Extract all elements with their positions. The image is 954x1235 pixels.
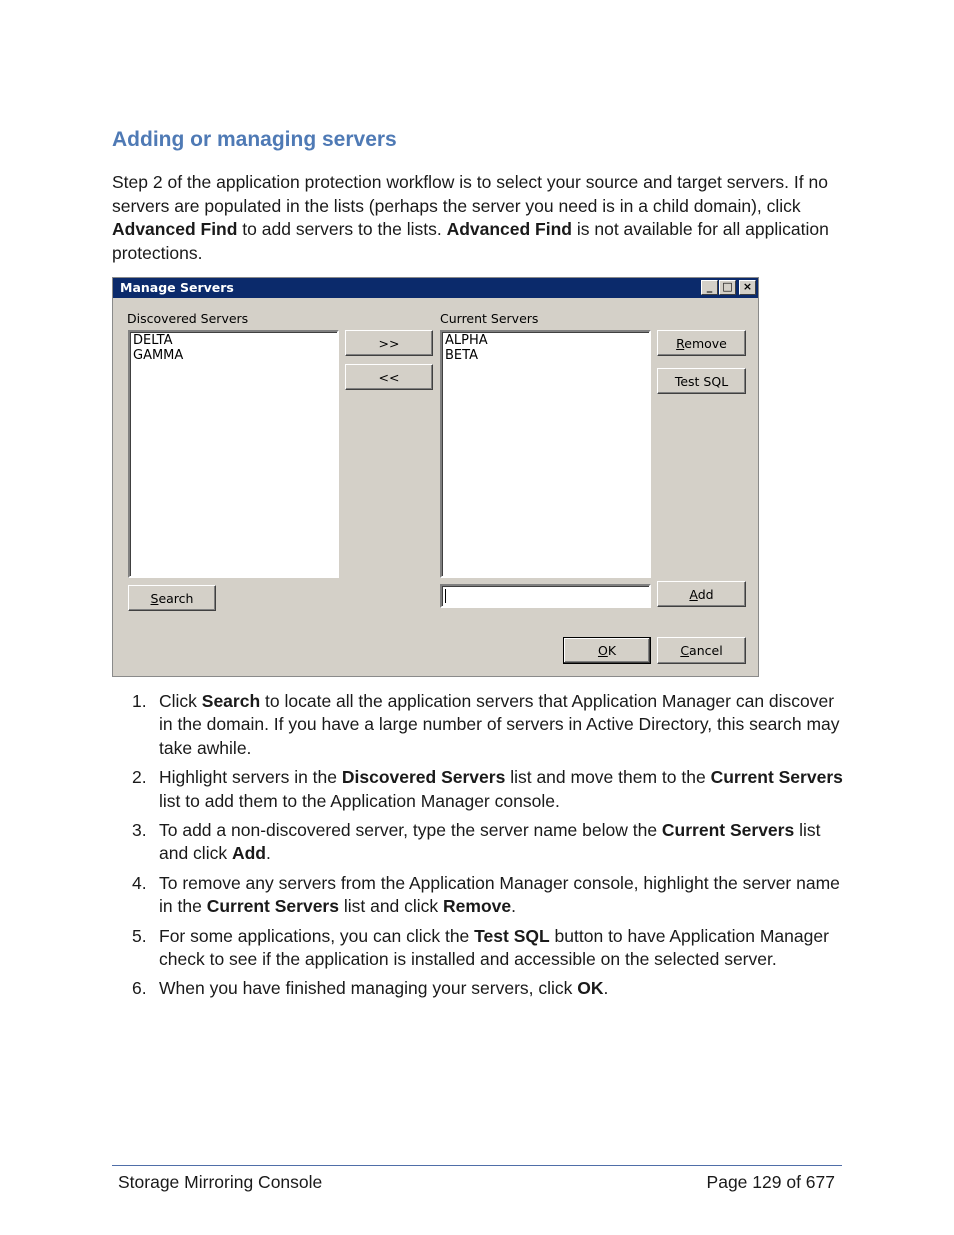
dialog-title: Manage Servers xyxy=(120,280,234,295)
step-bold-text: OK xyxy=(577,978,604,999)
list-item[interactable]: GAMMA xyxy=(133,348,184,363)
cancel-hotkey: C xyxy=(680,643,690,658)
step-bold-text: Current Servers xyxy=(661,820,795,841)
step-text: Click xyxy=(159,691,202,711)
step-text: When you have finished managing your servers, click xyxy=(159,978,578,999)
step-text: . xyxy=(511,896,517,917)
minimize-icon[interactable]: _ xyxy=(701,280,718,295)
maximize-icon[interactable]: □ xyxy=(719,280,736,295)
dialog-titlebar[interactable] xyxy=(113,278,758,298)
search-hotkey: S xyxy=(150,590,159,606)
test-sql-button[interactable]: Test SQL xyxy=(657,368,746,394)
search-label: earch xyxy=(158,590,194,606)
step-item xyxy=(112,977,847,1000)
step-text: list and click xyxy=(338,896,444,917)
step-item xyxy=(112,872,847,919)
step-number: 5. xyxy=(132,925,147,946)
intro-text: Step 2 of the application protection workflow is to select your source and target servers. If no servers are populated in the lists (perhaps the server you need is in a child domain), click xyxy=(112,172,828,216)
step-bold-text: Remove xyxy=(443,896,512,917)
step-bold-text: Current Servers xyxy=(206,896,339,917)
current-servers-label: Current Servers xyxy=(440,311,539,326)
ok-hotkey: O xyxy=(597,643,608,658)
section-heading: Adding or managing servers xyxy=(112,128,397,151)
step-text: list and click xyxy=(159,820,821,864)
add-label: dd xyxy=(697,586,714,602)
list-item[interactable]: ALPHA xyxy=(445,333,488,348)
list-item[interactable]: DELTA xyxy=(133,333,173,348)
step-number: 2. xyxy=(132,767,147,788)
manage-servers-dialog xyxy=(112,277,759,677)
intro-text: to add servers to the lists. xyxy=(237,219,447,240)
step-number: 1. xyxy=(132,691,147,711)
step-text: to locate all the application servers that Application Manager can discover in the domain. If you have a large number of servers in Active Directory, this search may take awhile. xyxy=(159,691,840,758)
step-text: . xyxy=(265,843,271,864)
intro-paragraph xyxy=(112,171,847,265)
step-text: button to have Application Manager check to see if the application is installed and accessible on the selected server. xyxy=(159,925,829,970)
current-servers-list[interactable] xyxy=(440,330,651,578)
step-number: 4. xyxy=(132,872,147,893)
text-caret xyxy=(445,589,446,603)
move-left-button[interactable]: << xyxy=(345,364,433,390)
step-bold-text: Test SQL xyxy=(474,925,550,946)
step-text: To remove any servers from the Application Manager console, highlight the server name in the xyxy=(159,872,840,917)
discovered-servers-list[interactable] xyxy=(128,330,339,578)
list-item[interactable]: BETA xyxy=(445,348,478,363)
footer-title: Storage Mirroring Console xyxy=(118,1172,323,1192)
step-item xyxy=(112,690,847,760)
add-hotkey: A xyxy=(689,586,698,602)
step-text: For some applications, you can click the xyxy=(159,925,475,946)
remove-label: emove xyxy=(684,335,727,351)
step-item xyxy=(112,819,847,866)
intro-bold: Advanced Find xyxy=(446,219,572,240)
step-text: Highlight servers in the xyxy=(159,767,342,788)
cancel-button[interactable] xyxy=(657,637,746,664)
remove-hotkey: R xyxy=(676,335,685,351)
add-button[interactable] xyxy=(657,581,746,607)
ok-button[interactable] xyxy=(563,637,651,664)
step-item xyxy=(112,766,847,813)
step-bold-text: Discovered Servers xyxy=(341,767,506,788)
step-bold-text: Add xyxy=(231,843,266,864)
page-number: Page 129 of 677 xyxy=(706,1172,835,1192)
step-number: 3. xyxy=(132,820,147,841)
step-bold-text: Search xyxy=(201,691,261,711)
step-text: list to add them to the Application Manager console. xyxy=(159,790,560,811)
intro-bold: Advanced Find xyxy=(112,219,238,240)
move-right-button[interactable]: >> xyxy=(345,330,433,356)
search-button[interactable] xyxy=(128,585,216,611)
close-icon[interactable]: × xyxy=(739,280,756,295)
server-name-input[interactable] xyxy=(440,584,651,608)
step-text: list and move them to the xyxy=(505,767,711,788)
discovered-servers-label: Discovered Servers xyxy=(127,311,249,326)
step-item xyxy=(112,925,847,972)
step-text: To add a non-discovered server, type the server name below the xyxy=(159,820,662,841)
footer-divider xyxy=(112,1165,842,1166)
cancel-label: ancel xyxy=(689,643,723,658)
step-text: . xyxy=(603,978,609,999)
step-bold-text: Current Servers xyxy=(710,767,843,788)
step-number: 6. xyxy=(132,978,147,999)
remove-button[interactable] xyxy=(657,330,746,356)
intro-text: is not available for all application protections. xyxy=(112,219,829,263)
ok-label: K xyxy=(607,643,617,658)
steps-list xyxy=(112,690,847,1007)
